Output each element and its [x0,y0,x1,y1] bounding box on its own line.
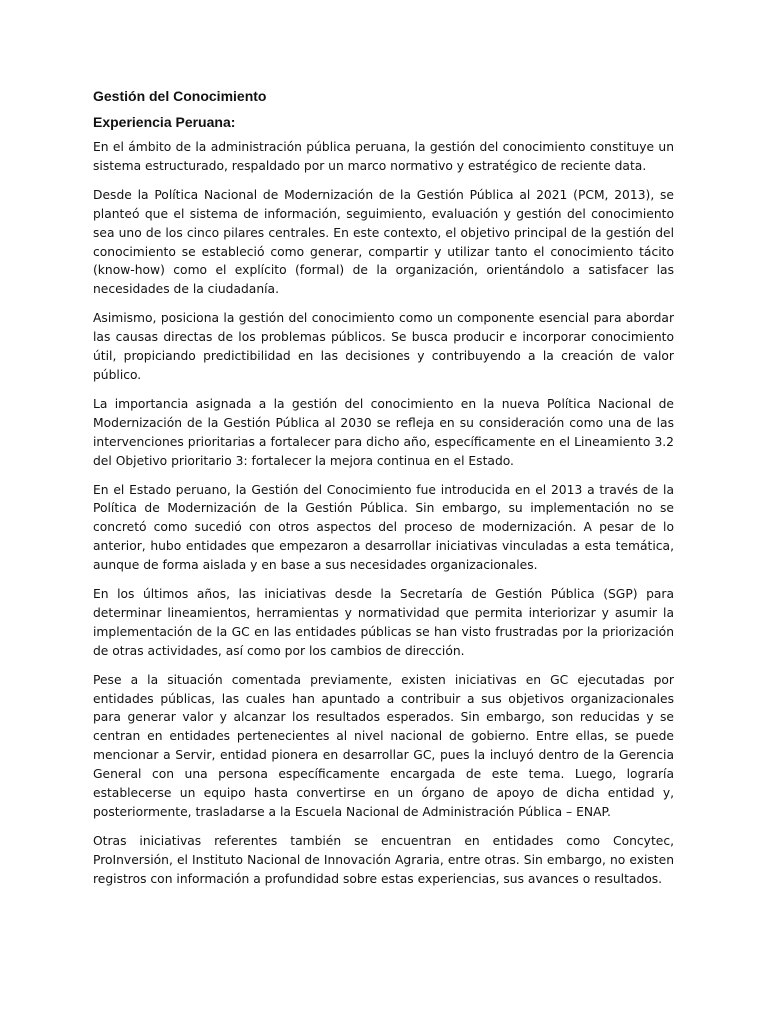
paragraph-politica-2021: Desde la Política Nacional de Modernización de la Gestión Pública al 2021 (PCM, 2013), se planteó que el sistema de información, seguimiento, evaluación y gestión del conocimiento sea uno de los cinco pilares centrales. En este contexto, el objetivo principal de la gestión del conocimiento se estableció como generar, compartir y utilizar tanto el conocimiento tácito (know-how) como el explícito (formal) de la organización, orientándolo a satisfacer las necesidades de la ciudadanía. [93,187,674,297]
paragraph-iniciativas-gc: Pese a la situación comentada previamente, existen iniciativas en GC ejecutadas por entidades públicas, las cuales han apuntado a contribuir a sus objetivos organizacionales para generar valor y alcanzar los resultados esperados. Sin embargo, son reducidas y se centran en entidades pertenecientes al nivel nacional de gobierno. Entre ellas, se puede mencionar a Servir, entidad pionera en desarrollar GC, pues la incluyó dentro de la Gerencia General con una persona específicamente encargada de este tema. Luego, lograría establecerse un equipo hasta convertirse en un órgano de apoyo de dicha entidad y, posteriormente, trasladarse a la Escuela Nacional de Administración Pública – ENAP. [93,672,674,819]
paragraph-otras-iniciativas: Otras iniciativas referentes también se encuentran en entidades como Concytec, ProInversión, el Instituto Nacional de Innovación Agraria, entre otras. Sin embargo, no existen registros con información a profundidad sobre estas experiencias, sus avances o resultados. [93,833,674,886]
document-subtitle: Experiencia Peruana: [93,114,236,130]
paragraph-ultimos-anos: En los últimos años, las iniciativas desde la Secretaría de Gestión Pública (SGP) para determinar lineamientos, herramientas y normatividad que permita interiorizar y asumir la implementación de la GC en las entidades públicas se han visto frustradas por la priorización de otras actividades, así como por los cambios de dirección. [93,587,674,658]
paragraph-estado-peruano: En el Estado peruano, la Gestión del Conocimiento fue introducida en el 2013 a través de la Política de Modernización de la Gestión Pública. Sin embargo, su implementación no se concretó como sucedió con otros aspectos del proceso de modernización. A pesar de lo anterior, hubo entidades que empezaron a desarrollar iniciativas vinculadas a esta temática, aunque de forma aislada y en base a sus necesidades organizacionales. [93,482,674,573]
paragraph-componente-esencial: Asimismo, posiciona la gestión del conocimiento como un componente esencial para abordar las causas directas de los problemas públicos. Se busca producir e incorporar conocimiento útil, propiciando predictibilidad en las decisiones y contribuyendo a la creación de valor público. [93,311,674,382]
document-title: Gestión del Conocimiento [93,88,267,104]
document-body [93,87,674,899]
paragraph-politica-2030: La importancia asignada a la gestión del conocimiento en la nueva Política Nacional de Modernización de la Gestión Pública al 2030 se refleja en su consideración como una de las intervenciones prioritarias a fortalecer para dicho año, específicamente en el Lineamiento 3.2 del Objetivo prioritario 3: fortalecer la mejora continua en el Estado. [93,396,674,468]
paragraph-intro: En el ámbito de la administración pública peruana, la gestión del conocimiento constituye un sistema estructurado, respaldado por un marco normativo y estratégico de reciente data. [93,140,674,173]
